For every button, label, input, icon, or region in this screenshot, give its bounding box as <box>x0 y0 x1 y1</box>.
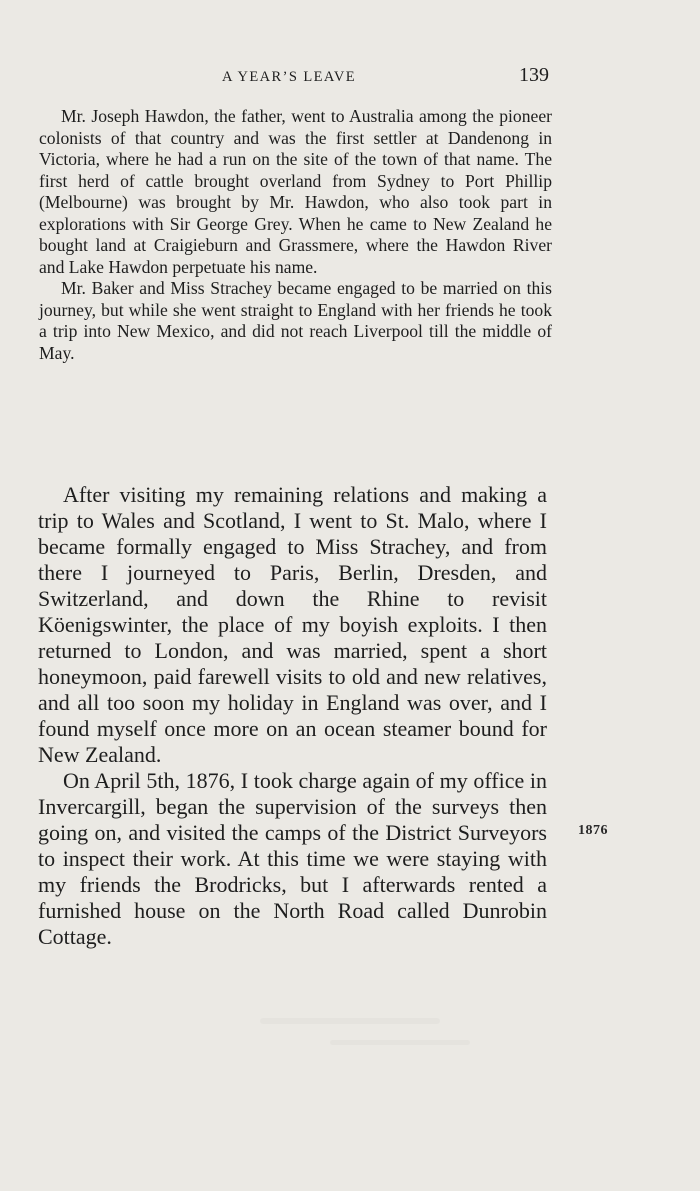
body-paragraph: After visiting my remaining relations and making a trip to Wales and Scotland, I went to St. Malo, where I became formally engaged to Miss Strachey, and from there I journeyed to Paris, Berlin, Dresden, and Switzerland, and down the Rhine to revisit Köenigswinter, the place of my boyish exploits. I then returned to London, and was married, spent a short honeymoon, paid farewell visits to old and new relatives, and all too soon my holiday in England was over, and I found myself once more on an ocean steamer bound for New Zealand. <box>38 482 547 767</box>
main-text <box>38 482 547 950</box>
page-number: 139 <box>519 64 549 86</box>
footnote-paragraph: Mr. Joseph Hawdon, the father, went to Australia among the pioneer colonists of that country and was the first settler at Dandenong in Victoria, where he had a run on the site of the town of that name. The first herd of cattle brought overland from Sydney to Port Phillip (Melbourne) was brought by Mr. Hawdon, who also took part in explorations with Sir George Grey. When he came to New Zealand he bought land at Craigieburn and Grassmere, where the Hawdon River and Lake Hawdon perpetuate his name. <box>39 106 552 277</box>
show-through-mark <box>260 1018 440 1024</box>
footnote-paragraph: Mr. Baker and Miss Strachey became engaged to be married on this journey, but while she went straight to England with her friends he took a trip into New Mexico, and did not reach Liverpool till the middle of May. <box>39 278 552 363</box>
running-head <box>0 64 700 88</box>
show-through-mark <box>330 1040 470 1045</box>
margin-year-note: 1876 <box>578 823 608 838</box>
running-title: A YEAR’S LEAVE <box>222 69 356 85</box>
footnote-block <box>39 106 552 364</box>
body-paragraph: On April 5th, 1876, I took charge again of my office in Invercargill, began the supervision of the surveys then going on, and visited the camps of the District Surveyors to inspect their work. At this time we were staying with my friends the Brodricks, but I afterwards rented a furnished house on the North Road called Dunrobin Cottage. <box>38 768 547 949</box>
